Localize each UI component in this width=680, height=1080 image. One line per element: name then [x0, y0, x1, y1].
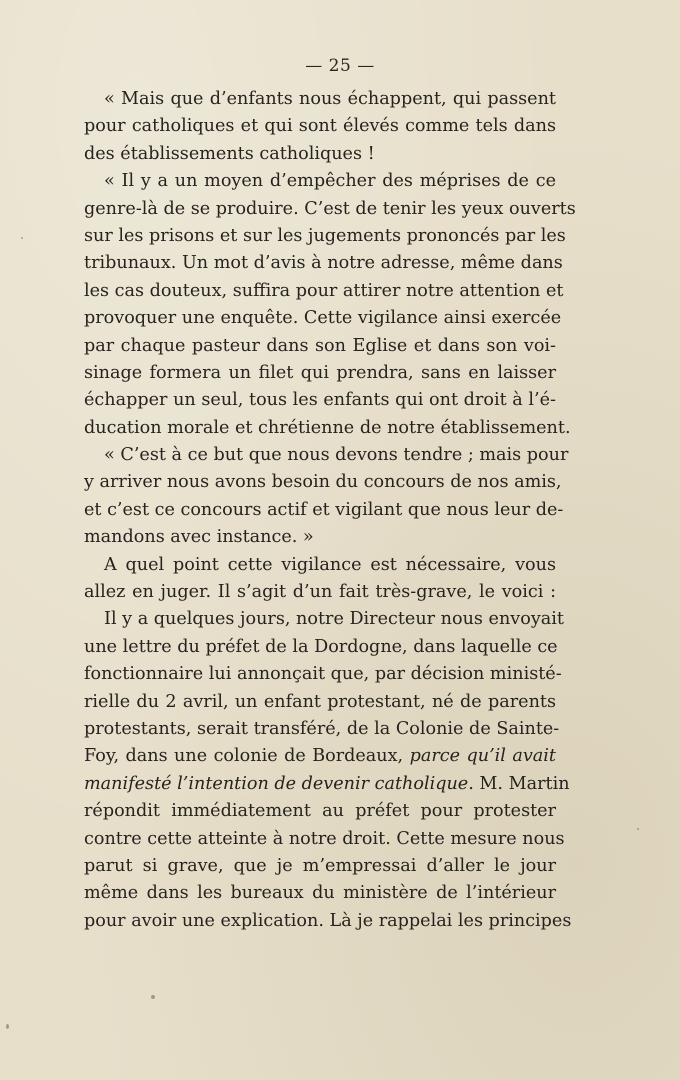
body-text — [84, 86, 576, 935]
text-line: sinage formera un filet qui prendra, sans en laisser — [84, 362, 556, 383]
text-line: provoquer une enquête. Cette vigilance ainsi exercée — [84, 308, 562, 329]
text-line: et c’est ce concours actif et vigilant que nous leur de- — [84, 499, 564, 520]
page-number: — 25 — — [305, 56, 375, 76]
text-line: Il y a quelques jours, notre Directeur nous envoyait — [104, 609, 564, 630]
text-line: répondit immédiatement au préfet pour protester — [84, 801, 556, 822]
text-line: genre-là de se produire. C’est de tenir les yeux ouverts — [84, 198, 576, 219]
text-line: y arriver nous avons besoin du concours de nos amis, — [84, 472, 562, 493]
text-line-mixed — [84, 743, 556, 770]
text-line: contre cette atteinte à notre droit. Cette mesure nous — [84, 828, 565, 849]
paper-speck — [151, 995, 155, 999]
text-line: une lettre du préfet de la Dordogne, dans laquelle ce — [84, 636, 558, 657]
text-line: même dans les bureaux du ministère de l’intérieur — [84, 883, 556, 904]
text-line: A quel point cette vigilance est nécessaire, vous — [104, 554, 556, 575]
text-line: tribunaux. Un mot d’avis à notre adresse, même dans — [84, 253, 563, 274]
paper-speck — [6, 1024, 9, 1029]
text-line: ducation morale et chrétienne de notre établissement. — [84, 417, 571, 438]
text-line: mandons avec instance. » — [84, 527, 314, 548]
text-segment: . M. Martin — [468, 773, 570, 794]
text-line: rielle du 2 avril, un enfant protestant, né de parents — [84, 691, 556, 712]
text-line-mixed — [84, 771, 570, 798]
text-line: « Mais que d’enfants nous échappent, qui passent — [104, 89, 556, 109]
text-line: échapper un seul, tous les enfants qui ont droit à l’é- — [84, 390, 556, 411]
text-line: protestants, serait transféré, de la Colonie de Sainte- — [84, 718, 560, 739]
text-line: pour avoir une explication. Là je rappelai les principes — [84, 910, 572, 931]
text-line: parut si grave, que je m’empressai d’aller le jour — [84, 855, 556, 876]
text-line: pour catholiques et qui sont élevés comme tels dans — [84, 116, 556, 137]
text-line: par chaque pasteur dans son Eglise et dans son voi- — [84, 335, 556, 356]
text-line: des établissements catholiques ! — [84, 143, 375, 164]
text-line: allez en juger. Il s’agit d’un fait très-grave, le voici : — [84, 582, 556, 603]
text-line: fonctionnaire lui annonçait que, par décision ministé- — [84, 664, 562, 685]
italic-text-segment: parce qu’il avait — [409, 746, 556, 767]
text-line: « C’est à ce but que nous devons tendre ; mais pour — [104, 445, 569, 466]
text-line: « Il y a un moyen d’empêcher des méprises de ce — [104, 171, 556, 192]
text-segment: Foy, dans une colonie de Bordeaux, — [84, 746, 410, 767]
italic-text-segment: manifesté l’intention de devenir catholique — [84, 773, 469, 794]
text-line: sur les prisons et sur les jugements prononcés par les — [84, 225, 566, 246]
text-line: les cas douteux, suffira pour attirer notre attention et — [84, 280, 564, 301]
paper-speck — [21, 237, 23, 239]
paper-speck — [637, 828, 639, 830]
